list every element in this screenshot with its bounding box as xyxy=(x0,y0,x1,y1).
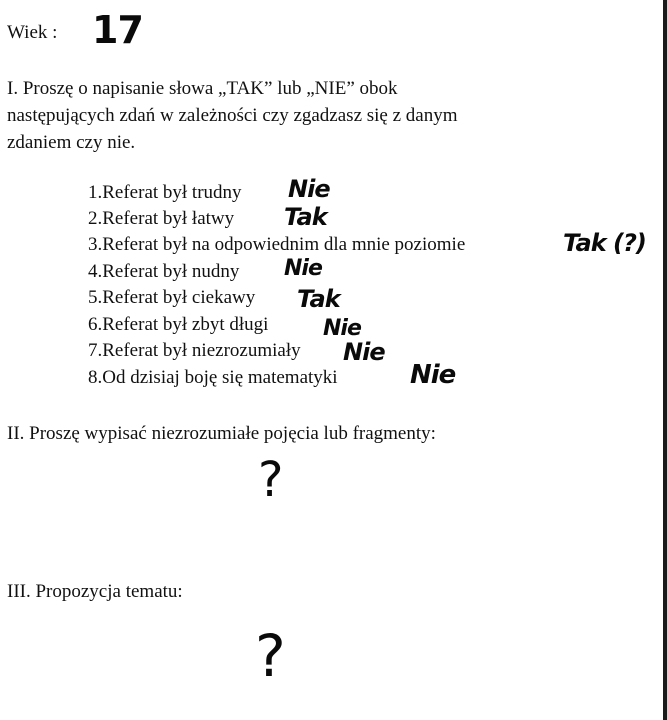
section1-line-3: zdaniem czy nie. xyxy=(7,132,136,153)
section2-answer: ? xyxy=(258,452,283,508)
statement-2: 2.Referat był łatwy xyxy=(88,208,235,229)
age-label: Wiek : xyxy=(7,22,58,43)
statement-5: 5.Referat był ciekawy xyxy=(88,287,256,308)
statement-8: 8.Od dzisiaj boję się matematyki xyxy=(88,367,338,388)
section1-line-1: I. Proszę o napisanie słowa „TAK” lub „NIE” obok xyxy=(7,78,398,99)
statement-7: 7.Referat był niezrozumiały xyxy=(88,340,301,361)
answer-5: Tak xyxy=(297,285,340,313)
statement-1: 1.Referat był trudny xyxy=(88,182,242,203)
age-answer: 17 xyxy=(92,8,143,52)
section3-heading: III. Propozycja tematu: xyxy=(7,581,183,602)
section1-instructions xyxy=(7,75,458,156)
answer-4: Nie xyxy=(284,256,322,281)
statement-3: 3.Referat był na odpowiednim dla mnie poziomie xyxy=(88,234,466,255)
answer-1: Nie xyxy=(288,175,330,203)
scan-edge-shadow xyxy=(663,0,667,720)
answer-8: Nie xyxy=(410,360,456,390)
section1-line-2: następujących zdań w zależności czy zgadzasz się z danym xyxy=(7,105,458,126)
answer-2: Tak xyxy=(284,203,327,231)
section3-answer: ? xyxy=(255,622,285,690)
section2-heading: II. Proszę wypisać niezrozumiałe pojęcia lub fragmenty: xyxy=(7,423,436,444)
answer-3: Tak (?) xyxy=(563,229,646,257)
answer-7: Nie xyxy=(343,338,385,366)
statement-4: 4.Referat był nudny xyxy=(88,261,240,282)
answer-6: Nie xyxy=(323,316,361,341)
statement-6: 6.Referat był zbyt długi xyxy=(88,314,269,335)
